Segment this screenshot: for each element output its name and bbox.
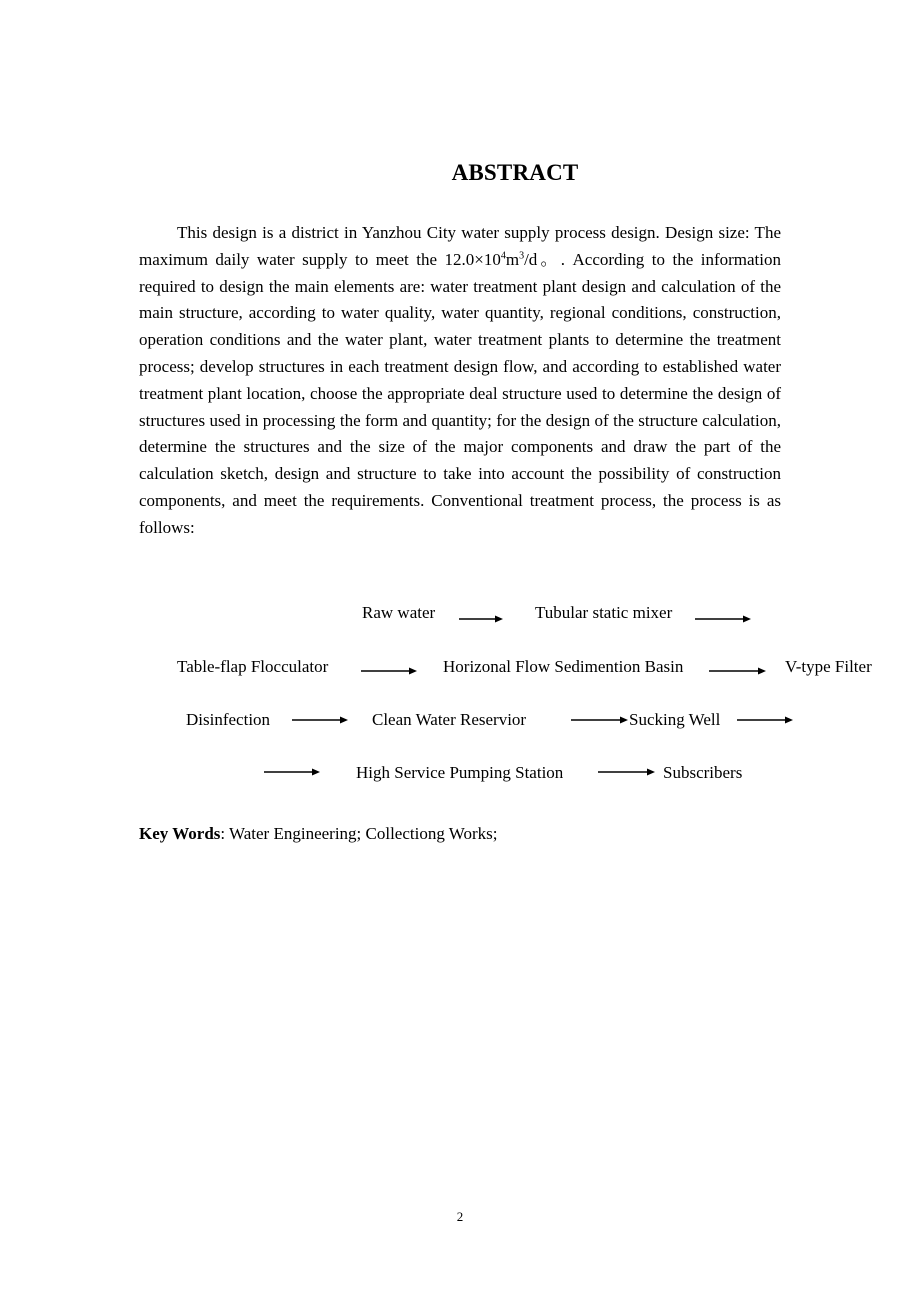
page-number: 2 <box>456 1209 464 1224</box>
exponent-3: 3 <box>519 250 525 262</box>
flow-node-tubular-static-mixer: Tubular static mixer <box>535 603 673 622</box>
flow-node-disinfection: Disinfection <box>186 710 271 729</box>
flow-arrow <box>695 614 751 624</box>
flow-node-subscribers: Subscribers <box>663 763 743 782</box>
flow-arrow <box>737 715 793 725</box>
abstract-text-1: This design is a district in Yanzhou City water supply process design. Design size: The maximum daily water supply to meet the 12.0×10 <box>139 223 781 269</box>
flow-node-horizontal-flow-sedimentation-basin: Horizonal Flow Sedimention Basin <box>443 657 684 676</box>
flow-node-clean-water-reservoir: Clean Water Reservior <box>372 710 527 729</box>
flow-arrow <box>459 614 503 624</box>
flow-arrow <box>292 715 348 725</box>
flow-arrow <box>361 666 417 676</box>
flow-arrow <box>571 715 628 725</box>
flow-node-v-type-filter: V-type Filter <box>785 657 872 676</box>
flow-node-high-service-pumping-station: High Service Pumping Station <box>356 763 564 782</box>
flow-arrow <box>709 666 766 676</box>
exponent-4: 4 <box>500 250 506 262</box>
abstract-unit-m: m <box>505 249 520 269</box>
flow-node-table-flap-flocculator: Table-flap Flocculator <box>177 657 329 676</box>
flow-arrow <box>598 767 655 777</box>
flow-arrow <box>264 767 320 777</box>
flow-node-sucking-well: Sucking Well <box>629 710 721 729</box>
flow-node-raw-water: Raw water <box>362 603 436 622</box>
page-title: ABSTRACT <box>451 160 579 185</box>
keywords-text: : Water Engineering; Collectiong Works; <box>220 824 498 843</box>
keywords-label: Key Words <box>139 824 221 843</box>
keywords-line <box>139 823 497 845</box>
abstract-text-2: /d。. According to the information required to design the main elements are: water treatment plant design and calculation of the main structure, according to water quality, water quantity, regional conditions, construction, operation conditions and the water plant, water treatment plants to determine the treatment process; develop structures in each treatment design flow, and according to established water treatment plant location, choose the appropriate deal structure used to determine the design of structures used in processing the form and quantity; for the design of the structure calculation, determine the structures and the size of the major components and draw the part of the calculation sketch, design and structure to take into account the possibility of construction components, and meet the requirements. Conventional treatment process, the process is as follows: <box>139 249 781 537</box>
